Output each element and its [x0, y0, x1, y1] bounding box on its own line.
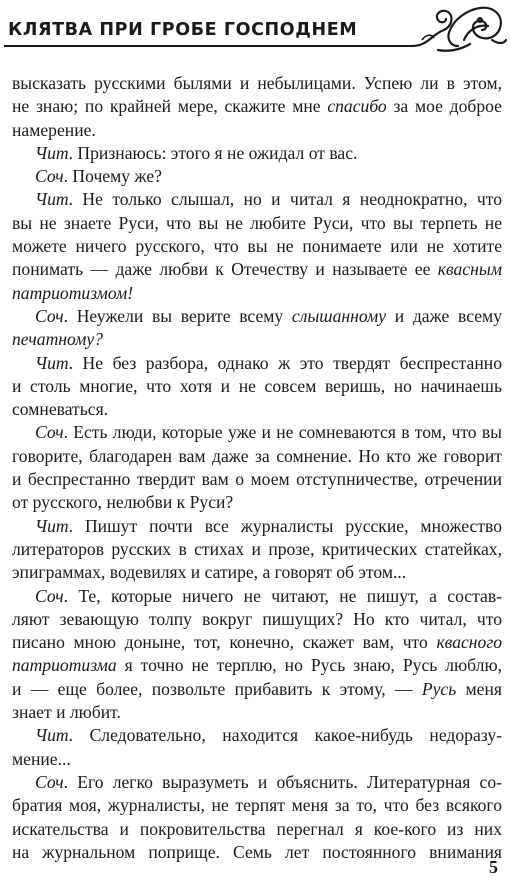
- ornament-icon: [408, 0, 508, 58]
- text-run: эпиграммах, водевилях и сатире, а говорят об этом...: [12, 562, 407, 583]
- text-run: . Следовательно, находится какое-нибудь недоразу-: [68, 725, 502, 746]
- italic-run: квасным: [437, 259, 502, 280]
- page-number: 5: [489, 857, 498, 877]
- text-line: [12, 841, 502, 864]
- running-title: КЛЯТВА ПРИ ГРОБЕ ГОСПОДНЕМ: [8, 20, 358, 40]
- text-line: [12, 515, 502, 538]
- text-line: [12, 282, 502, 305]
- text-line: [12, 631, 502, 654]
- text-run: сомневаться.: [12, 399, 109, 420]
- text-run: . Есть люди, которые уже и не сомневаются в том, что вы: [63, 422, 502, 443]
- text-line: [12, 724, 502, 747]
- italic-run: Соч: [35, 166, 64, 187]
- italic-run: патриотизмом!: [12, 282, 134, 303]
- running-header: [0, 0, 510, 64]
- text-line: [12, 748, 502, 771]
- text-line: [12, 352, 502, 375]
- text-run: . Почему же?: [63, 166, 162, 187]
- text-run: литераторов русских в стихах и прозе, критических статейках,: [12, 538, 502, 559]
- italic-run: квасного: [436, 632, 502, 653]
- text-run: говорите, благодарен вам даже за сомнение. Но кто же говорит: [12, 445, 502, 466]
- italic-run: Чит: [35, 515, 69, 536]
- text-run: я точно не терплю, но Русь знаю, Русь люблю,: [116, 655, 502, 676]
- text-run: за мое доброе: [386, 96, 502, 117]
- text-run: высказать русскими былями и небылицами. Успею ли в этом,: [12, 73, 502, 93]
- text-run: и даже всему: [386, 305, 502, 326]
- text-run: ляют зевающую толпу вокруг пишущих? Но кто читал, что: [12, 608, 502, 629]
- text-run: намерение.: [12, 119, 96, 140]
- italic-run: патриотизма: [12, 655, 117, 676]
- text-line: [12, 328, 502, 351]
- text-run: можете ничего русского, что вы не понимаете или не хотите: [12, 236, 502, 257]
- text-line: [12, 701, 502, 724]
- italic-run: спасибо: [327, 96, 387, 117]
- text-line: [12, 794, 502, 817]
- text-line: [12, 561, 502, 584]
- body-text: [12, 72, 502, 864]
- text-line: [12, 538, 502, 561]
- text-run: искательства и покровительства перегнал я кое-кого из них: [12, 818, 502, 839]
- text-run: . Не без разбора, однако ж это твердят беспрестанно: [68, 352, 502, 373]
- text-run: от русского, нелюбви к Руси?: [12, 492, 234, 513]
- italic-run: Чит: [35, 189, 69, 210]
- text-line: [12, 398, 502, 421]
- text-line: [12, 445, 502, 468]
- text-line: [12, 468, 502, 491]
- italic-run: Чит: [35, 725, 69, 746]
- text-line: [12, 188, 502, 211]
- text-line: [12, 165, 502, 188]
- text-line: [12, 119, 502, 142]
- text-line: [12, 654, 502, 677]
- text-run: понимать — даже любви к Отечеству и называете ее: [12, 259, 438, 280]
- text-run: . Его легко выразуметь и объяснить. Литературная со-: [63, 771, 502, 792]
- text-run: и — еще более, позвольте прибавить к этому, —: [12, 678, 422, 699]
- text-run: и беспрестанно твердит вам о моем отступничестве, отречении: [12, 469, 502, 490]
- italic-run: Чит: [35, 142, 69, 163]
- text-line: [12, 72, 502, 95]
- text-run: . Пишут почти все журналисты русские, множество: [68, 515, 502, 536]
- italic-run: Соч: [35, 305, 64, 326]
- italic-run: печатному?: [12, 329, 103, 350]
- text-run: писано мною доныне, тот, конечно, скажет вам, что: [12, 632, 437, 653]
- text-line: [12, 608, 502, 631]
- text-run: . Не только слышал, но и читал я неоднократно, что: [68, 189, 502, 210]
- text-line: [12, 95, 502, 118]
- text-line: [12, 212, 502, 235]
- text-line: [12, 491, 502, 514]
- text-run: вы не знаете Руси, что вы не любите Руси, что вы терпеть не: [12, 212, 502, 233]
- text-line: [12, 585, 502, 608]
- text-line: [12, 375, 502, 398]
- text-line: [12, 771, 502, 794]
- italic-run: Соч: [35, 771, 64, 792]
- text-run: братия моя, журналисты, не терпят меня за то, что без всякого: [12, 795, 502, 816]
- text-run: мение...: [12, 748, 71, 769]
- text-run: и столь многие, что хотя и не совсем веришь, но начинаешь: [12, 375, 502, 396]
- italic-run: слышанному: [291, 305, 386, 326]
- text-line: [12, 421, 502, 444]
- text-line: [12, 235, 502, 258]
- text-line: [12, 818, 502, 841]
- header-rule: [4, 45, 414, 47]
- text-line: [12, 258, 502, 281]
- text-line: [12, 678, 502, 701]
- text-run: на журнальном поприще. Семь лет постоянного внимания: [12, 841, 502, 862]
- italic-run: Русь: [421, 678, 457, 699]
- text-run: меня: [456, 678, 502, 699]
- italic-run: Соч: [35, 422, 64, 443]
- text-line: [12, 305, 502, 328]
- text-run: . Неужели вы верите всему: [63, 305, 292, 326]
- italic-run: Чит: [35, 352, 69, 373]
- text-run: . Те, которые ничего не читают, не пишут, а состав-: [63, 585, 502, 606]
- text-line: [12, 142, 502, 165]
- text-run: . Признаюсь: этого я не ожидал от вас.: [68, 142, 358, 163]
- text-run: не знаю; по крайней мере, скажите мне: [12, 96, 328, 117]
- italic-run: Соч: [35, 585, 64, 606]
- text-run: знает и любит.: [12, 702, 121, 723]
